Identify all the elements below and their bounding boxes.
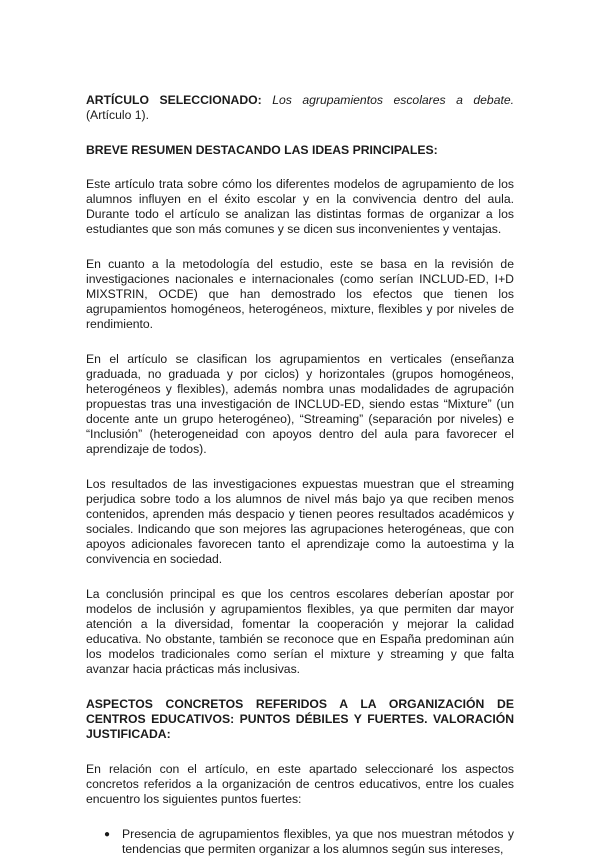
selected-article-ref: (Artículo 1).	[86, 108, 149, 122]
selected-article-line	[86, 93, 514, 123]
bullet-icon: ●	[104, 829, 111, 840]
list-item	[86, 827, 514, 857]
strengths-list	[86, 827, 514, 857]
aspects-intro-paragraph: En relación con el artículo, en este apartado seleccionaré los aspectos concretos referidos a la organización de centros educativos, entre los cuales encuentro los siguientes puntos fuertes:	[86, 762, 514, 806]
selected-article-label: ARTÍCULO SELECCIONADO:	[86, 93, 262, 107]
list-item-text: Presencia de agrupamientos flexibles, ya que nos muestran métodos y tendencias que permiten organizar a los alumnos según sus intereses,	[122, 827, 514, 856]
summary-paragraph-4: Los resultados de las investigaciones expuestas muestran que el streaming perjudica sobre todo a los alumnos de nivel más bajo ya que reciben menos contenidos, aprenden más despacio y tienen peores resultados académicos y sociales. Indicando que son mejores las agrupaciones heterogéneas, que con apoyos adicionales favorecen tanto el aprendizaje como la autoestima y la convivencia en sociedad.	[86, 477, 514, 566]
summary-paragraph-5: La conclusión principal es que los centros escolares deberían apostar por modelos de inclusión y agrupamientos flexibles, ya que permiten dar mayor atención a la diversidad, fomentar la cooperación y mejorar la calidad educativa. No obstante, también se reconoce que en España predominan aún los modelos tradicionales como serían el mixture y streaming y que falta avanzar hacia prácticas más inclusivas.	[86, 587, 514, 676]
selected-article-title: Los agrupamientos escolares a debate.	[272, 93, 515, 107]
summary-heading: BREVE RESUMEN DESTACANDO LAS IDEAS PRINCIPALES:	[86, 143, 438, 157]
aspects-heading: ASPECTOS CONCRETOS REFERIDOS A LA ORGANIZACIÓN DE CENTROS EDUCATIVOS: PUNTOS DÉBILES Y FUERTES. VALORACIÓN JUSTIFICADA:	[86, 697, 514, 741]
summary-paragraph-3: En el artículo se clasifican los agrupamientos en verticales (enseñanza graduada, no graduada y por ciclos) y horizontales (grupos homogéneos, heterogéneos y flexibles), además nombra unas modalidades de agrupación propuestas tras una investigación de INCLUD-ED, siendo estas “Mixture” (un docente ante un grupo heterogéneo), “Streaming” (separación por niveles) e “Inclusión” (heterogeneidad con apoyos dentro del aula para favorecer el aprendizaje de todos).	[86, 352, 514, 456]
summary-paragraph-1: Este artículo trata sobre cómo los diferentes modelos de agrupamiento de los alumnos influyen en el éxito escolar y en la convivencia dentro del aula. Durante todo el artículo se analizan las distintas formas de organizar a los estudiantes que son más comunes y se dicen sus inconvenientes y ventajas.	[86, 177, 514, 236]
summary-paragraph-2: En cuanto a la metodología del estudio, este se basa en la revisión de investigaciones nacionales e internacionales (como serían INCLUD-ED, I+D MIXSTRIN, OCDE) que han demostrado los efectos que tienen los agrupamientos homogéneos, heterogéneos, mixture, flexibles y por niveles de rendimiento.	[86, 257, 514, 331]
